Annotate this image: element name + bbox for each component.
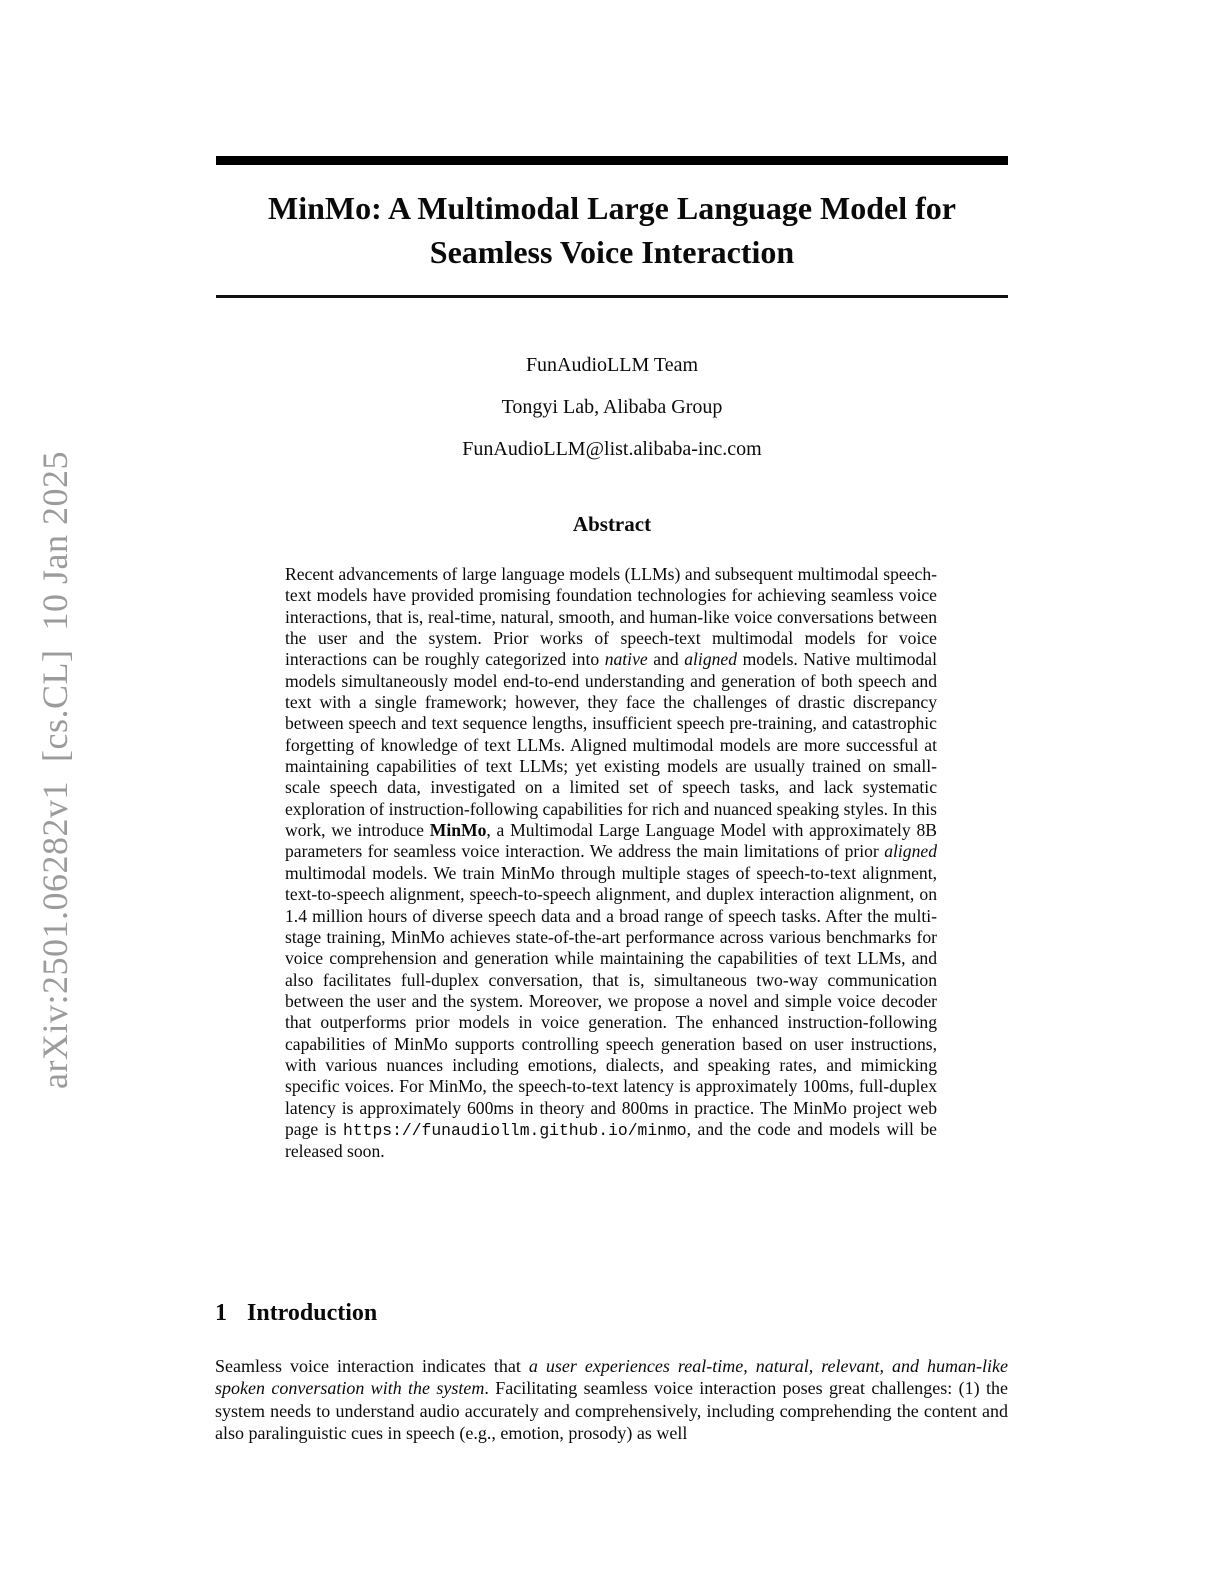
abstract-segment: multimodal models. We train MinMo through multiple stages of speech-to-text alignment, text-to-speech alignment, speech-to-speech alignment, and duplex interaction alignment, on 1.4 million hours of diverse speech data and a broad range of speech tasks. After the multi-stage training, MinMo achieves state-of-the-art performance across various benchmarks for voice comprehension and generation while maintaining the capabilities of text LLMs, and also facilitates full-duplex conversation, that is, simultaneous two-way communication between the user and the system. Moreover, we propose a novel and simple voice decoder that outperforms prior models in voice generation. The enhanced instruction-following capabilities of MinMo supports controlling speech generation based on user instructions, with various nuances including emotions, dialects, and speaking rates, and mimicking specific voices. For MinMo, the speech-to-text latency is approximately 100ms, full-duplex latency is approximately 600ms in theory and 800ms in practice. The MinMo project web page is — [285, 862, 937, 1139]
paper-title-line2: Seamless Voice Interaction — [429, 234, 795, 270]
introduction-paragraph — [215, 1355, 1008, 1444]
intro-segment: Seamless voice interaction indicates that — [215, 1356, 529, 1376]
abstract-text — [285, 564, 937, 1163]
abstract-segment: and — [647, 649, 685, 670]
author-block — [216, 344, 1008, 470]
section-heading-introduction — [215, 1300, 1008, 1327]
abstract-term-aligned: aligned — [684, 649, 738, 670]
paper-title-line1: MinMo: A Multimodal Large Language Model for — [268, 190, 956, 226]
intro-segment: . Facilitating seamless voice interaction poses great challenges: (1) the system needs to understand audio accurately and comprehensively, including comprehending the content and also paralinguistic cues in speech (e.g., emotion, prosody) as well — [215, 1378, 1008, 1443]
abstract-term-aligned-2: aligned — [884, 841, 937, 862]
project-url-link[interactable]: https://funaudiollm.github.io/minmo — [343, 1120, 687, 1140]
author-email: FunAudioLLM@list.alibaba-inc.com — [462, 438, 762, 460]
paper-title — [216, 186, 1008, 274]
abstract-heading: Abstract — [572, 512, 652, 536]
abstract-segment: , a Multimodal Large Language Model with approximately 8B parameters for seamless voice interaction. We address the main limitations of prior — [285, 820, 937, 862]
author-affiliation: Tongyi Lab, Alibaba Group — [501, 396, 723, 418]
title-rule-top — [216, 156, 1008, 165]
abstract-model-name: MinMo — [429, 820, 487, 841]
arxiv-watermark: arXiv:2501.06282v1 [cs.CL] 10 Jan 2025 — [35, 451, 75, 1089]
abstract-segment: Recent advancements of large language models (LLMs) and subsequent multimodal speech-text models have provided promising foundation technologies for achieving seamless voice interactions, that is, real-time, natural, smooth, and human-like voice conversations between the user and the system. Prior works of speech-text multimodal models for voice interactions can be roughly categorized into — [285, 564, 937, 670]
author-team: FunAudioLLM Team — [525, 354, 699, 376]
abstract-segment: models. Native multimodal models simultaneously model end-to-end understanding and generation of both speech and text with a single framework; however, they face the challenges of drastic discrepancy between speech and text sequence lengths, insufficient speech pre-training, and catastrophic forgetting of knowledge of text LLMs. Aligned multimodal models are more successful at maintaining capabilities of text LLMs; yet existing models are usually trained on small-scale speech data, investigated on a limited set of speech tasks, and lack systematic exploration of instruction-following capabilities for rich and nuanced speaking styles. In this work, we introduce — [285, 649, 937, 841]
section-number: 1 — [215, 1300, 227, 1326]
intro-definition-italic: a user experiences real-time, natural, relevant, and human-like spoken conversation with the system — [215, 1356, 1008, 1399]
abstract-term-native: native — [604, 649, 648, 670]
abstract-segment: , and the code and models will be released soon. — [285, 1118, 937, 1162]
title-rule-bottom — [216, 295, 1008, 298]
section-title: Introduction — [247, 1300, 378, 1326]
